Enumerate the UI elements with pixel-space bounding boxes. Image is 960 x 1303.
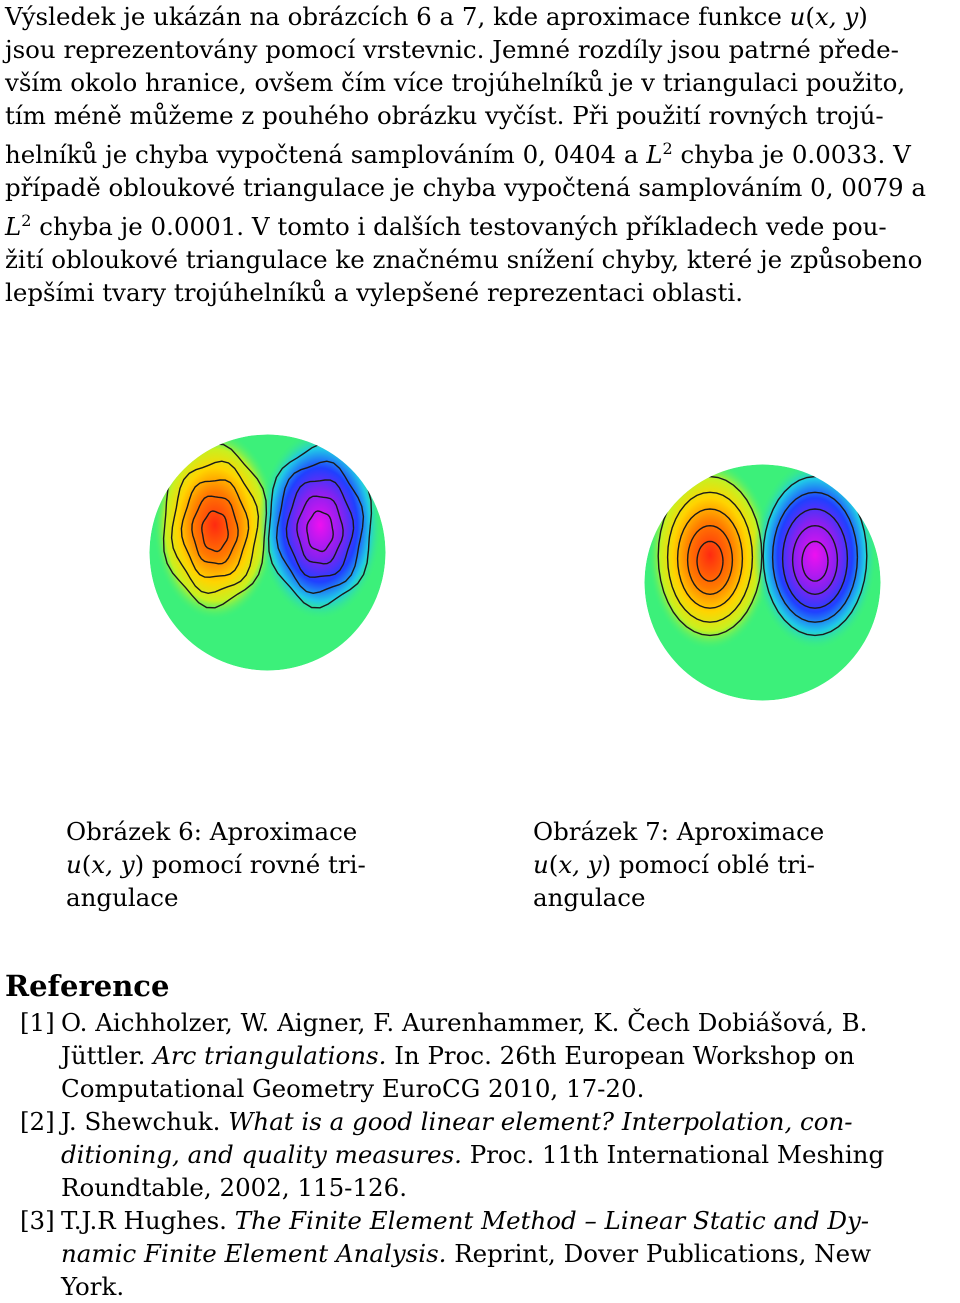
reference-number: [3]	[20, 1206, 55, 1235]
reference-number: [2]	[20, 1107, 55, 1136]
paragraph-line: Výsledek je ukázán na obrázcích 6 a 7, kde aproximace funkce u(x, y)	[5, 2, 868, 31]
figures-row	[0, 420, 960, 780]
reference-line: T.J.R Hughes. The Finite Element Method – Linear Static and Dy-	[61, 1206, 870, 1235]
reference-item	[0, 1006, 900, 1105]
reference-number: [1]	[20, 1008, 55, 1037]
paragraph-line: tím méně můžeme z pouhého obrázku vyčíst. Při použití rovných trojú-	[5, 101, 884, 130]
caption-line: u(x, y) pomocí rovné tri-	[66, 850, 366, 879]
paragraph-line: žití obloukové triangulace ke značnému snížení chyby, které je způsobeno	[5, 245, 923, 275]
figure-6-contour-plot	[145, 430, 390, 675]
reference-line: York.	[61, 1272, 125, 1301]
reference-body	[61, 1105, 900, 1204]
reference-item	[0, 1105, 900, 1204]
paragraph-line: vším okolo hranice, ovšem čím více trojúhelníků je v triangulaci použito,	[5, 68, 906, 97]
figure-6-caption	[66, 815, 366, 914]
reference-line: Jüttler. Arc triangulations. In Proc. 26th European Workshop on	[61, 1041, 855, 1070]
reference-line: namic Finite Element Analysis. Reprint, Dover Publications, New	[61, 1239, 872, 1268]
references-list	[0, 1006, 900, 1303]
reference-line: Roundtable, 2002, 115-126.	[61, 1173, 408, 1202]
paragraph-line: případě obloukové triangulace je chyba vypočtená samplováním 0, 0079 a	[5, 173, 927, 203]
figure-6-svg	[145, 430, 390, 675]
figure-7-caption	[533, 815, 833, 914]
paragraph-line: $L^2$ chyba je 0.0001. V tomto i dalších testovaných příkladech vede pou-	[5, 211, 887, 242]
caption-line: u(x, y) pomocí oblé tri-	[533, 850, 815, 879]
caption-line: angulace	[66, 883, 179, 912]
paragraph-line: jsou reprezentovány pomocí vrstevnic. Jemné rozdíly jsou patrné přede-	[5, 35, 899, 64]
reference-body	[61, 1006, 900, 1105]
caption-line: angulace	[533, 883, 646, 912]
reference-item	[0, 1204, 900, 1303]
reference-line: Computational Geometry EuroCG 2010, 17-20.	[61, 1074, 645, 1103]
figure-7-svg	[640, 460, 885, 705]
paragraph-line: lepšími tvary trojúhelníků a vylepšené reprezentaci oblasti.	[5, 278, 743, 308]
paragraph-line: helníků je chyba vypočtená samplováním 0, 0404 a $L^2$ chyba je 0.0033. V	[5, 139, 911, 170]
caption-line: Obrázek 7: Aproximace	[533, 817, 825, 846]
reference-line: ditioning, and quality measures. Proc. 11th International Meshing	[61, 1140, 885, 1169]
reference-line: O. Aichholzer, W. Aigner, F. Aurenhammer, K. Čech Dobiášová, B.	[61, 1008, 868, 1037]
reference-body	[61, 1204, 900, 1303]
body-paragraph	[5, 0, 927, 309]
caption-line: Obrázek 6: Aproximace	[66, 817, 358, 846]
references-heading: Reference	[5, 969, 170, 1003]
figure-7-contour-plot	[640, 460, 885, 705]
reference-line: J. Shewchuk. What is a good linear element? Interpolation, con-	[61, 1107, 853, 1136]
